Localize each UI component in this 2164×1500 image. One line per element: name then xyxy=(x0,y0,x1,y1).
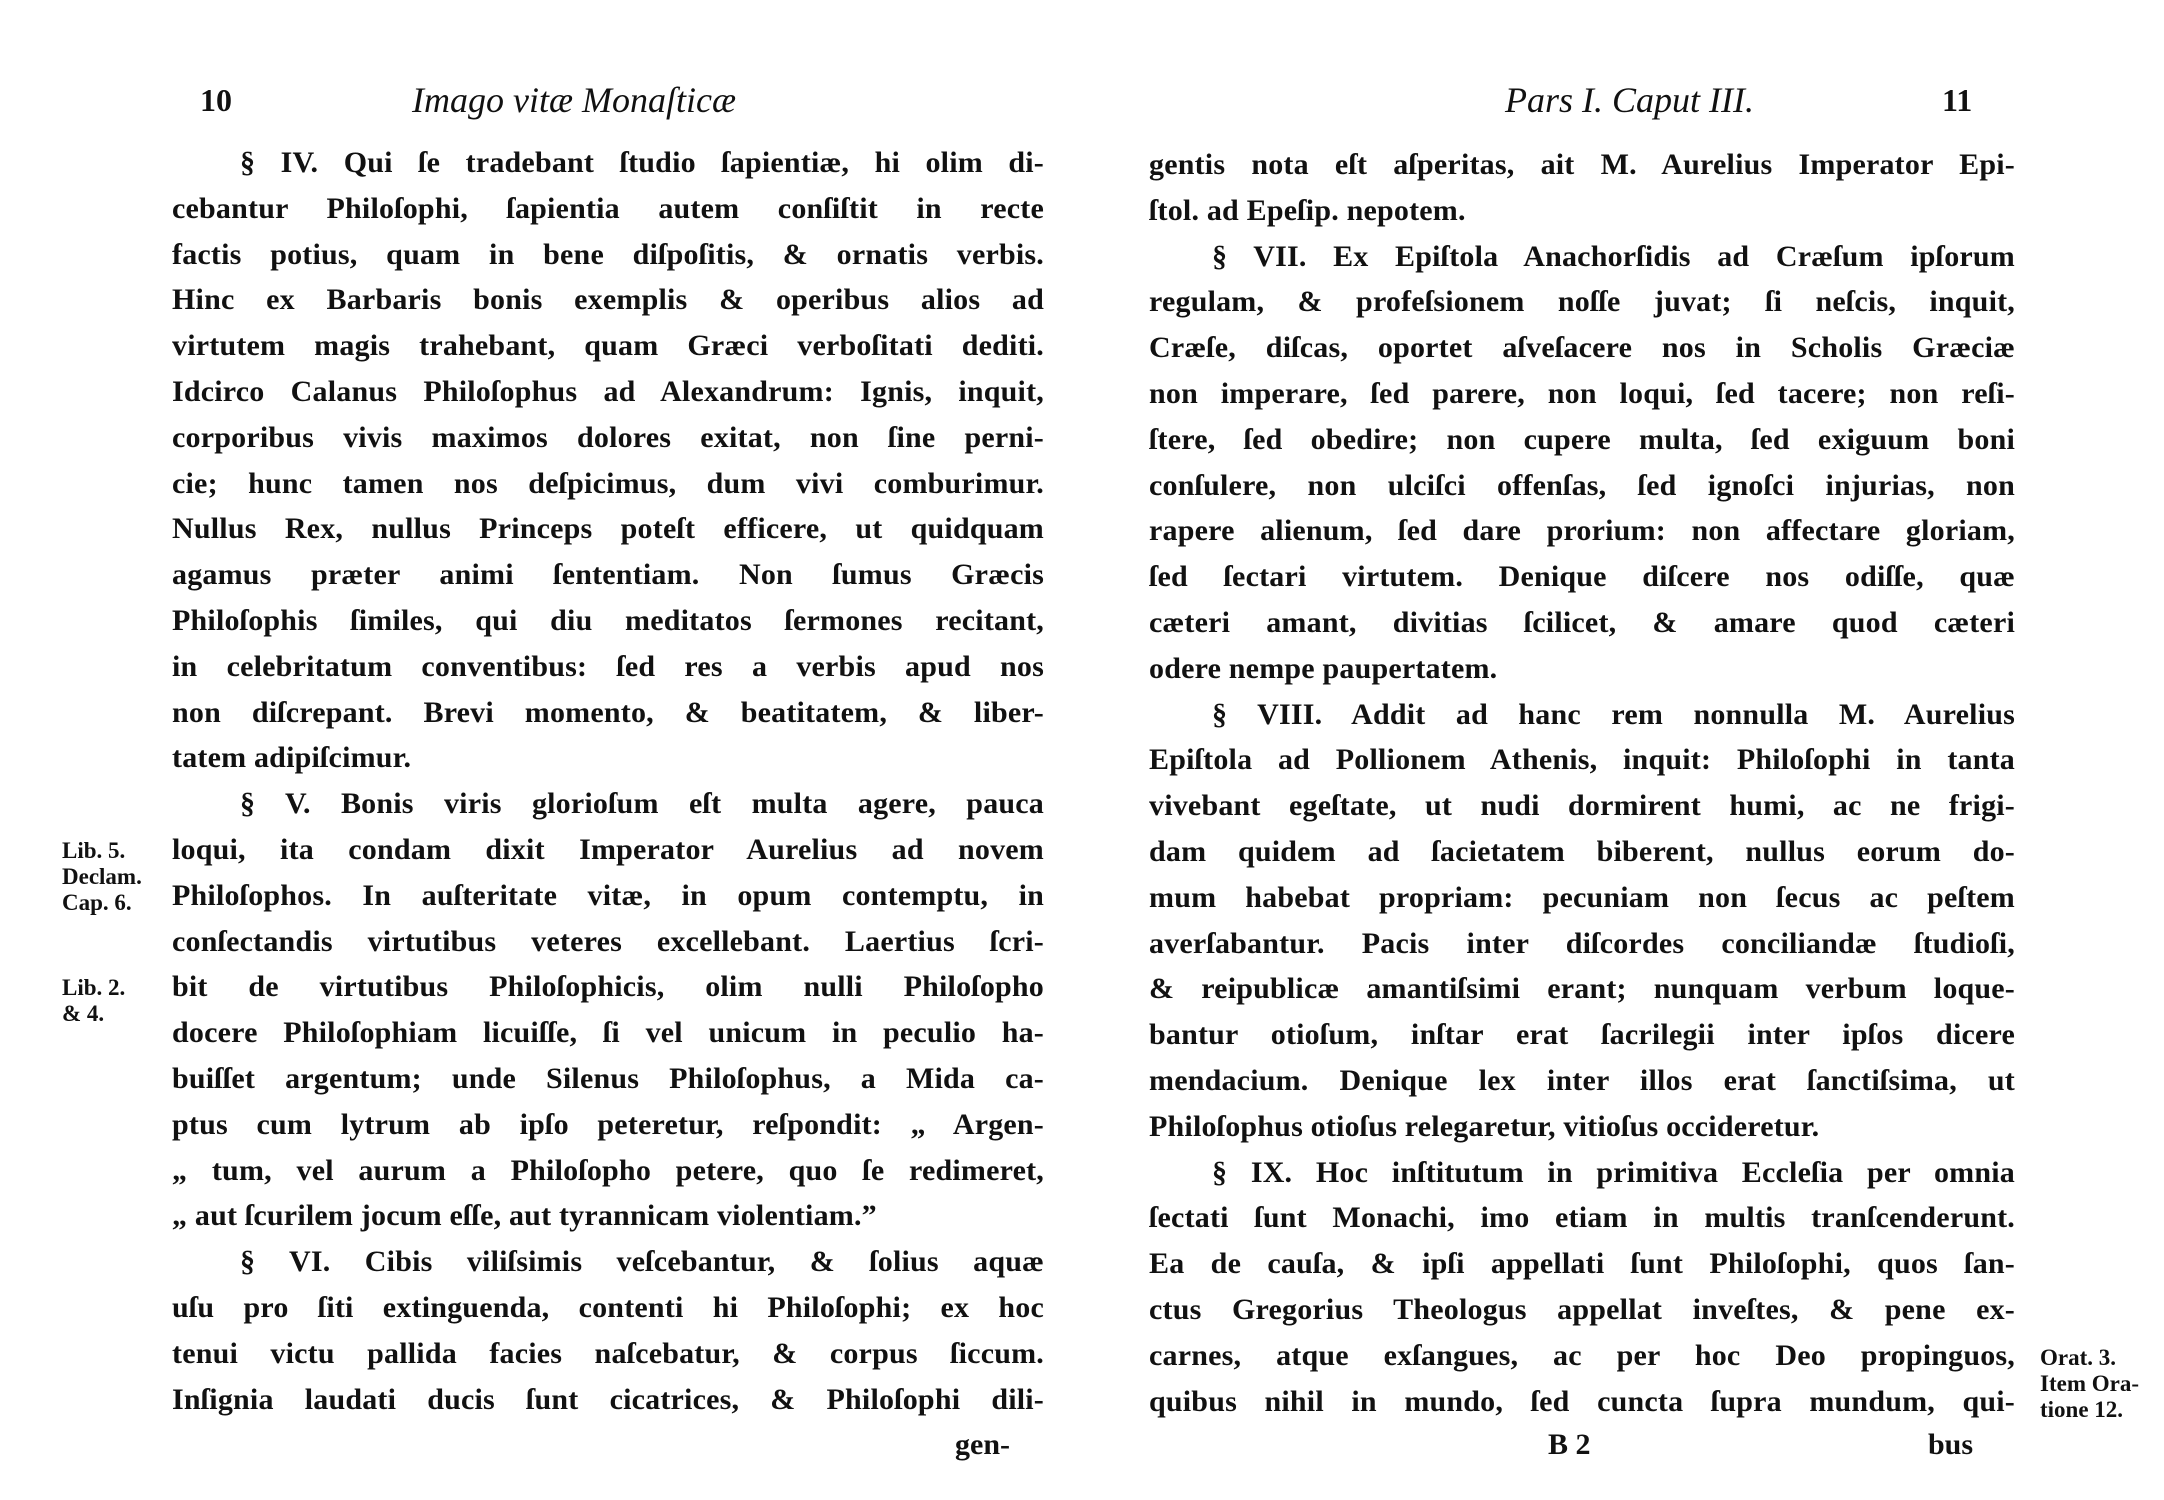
text-line: dam quidem ad ſacietatem biberent, nullus eorum do- xyxy=(1149,835,2015,868)
text-line: non imperare, ſed parere, non loqui, ſed tacere; non reſi- xyxy=(1149,377,2015,410)
margin-note-line: Lib. 5. xyxy=(62,838,126,863)
text-line: Inſignia laudati ducis ſunt cicatrices, & Philoſophi dili- xyxy=(172,1382,1044,1416)
text-line: mendacium. Denique lex inter illos erat ſanctiſsima, ut xyxy=(1149,1064,2015,1097)
text-line: § VI. Cibis viliſsimis veſcebantur, & ſolius aquæ xyxy=(240,1245,1044,1279)
margin-note-line: Cap. 6. xyxy=(62,890,132,915)
margin-note-line: Orat. 3. xyxy=(2040,1345,2117,1370)
text-line: regulam, & profeſsionem noſſe juvat; ſi neſcis, inquit, xyxy=(1149,285,2015,319)
margin-note-line: Declam. xyxy=(62,864,142,889)
text-line: in celebritatum conventibus: ſed res a verbis apud nos xyxy=(172,649,1044,683)
text-line: Epiſtola ad Pollionem Athenis, inquit: Philoſophi in tanta xyxy=(1149,743,2015,777)
margin-note-lib2 xyxy=(62,975,125,1027)
text-line: ctus Gregorius Theologus appellat inveſtes, & pene ex- xyxy=(1149,1293,2015,1326)
text-line: tenui victu pallida facies naſcebatur, & corpus ſiccum. xyxy=(172,1336,1044,1370)
text-line: mum habebat propriam: pecuniam non ſecus ac peſtem xyxy=(1149,880,2015,914)
text-line: bit de virtutibus Philoſophicis, olim nulli Philoſopho xyxy=(172,970,1044,1004)
margin-note-line: Lib. 2. xyxy=(62,975,126,1000)
catchword-left: gen- xyxy=(955,1428,1010,1461)
text-line: uſu pro ſiti extinguenda, contenti hi Philoſophi; ex hoc xyxy=(172,1291,1044,1324)
text-line: & reipublicæ amantiſsimi erant; nunquam verbum loque- xyxy=(1149,972,2015,1006)
page-number-right: 11 xyxy=(1942,82,1973,118)
text-line: Cræſe, diſcas, oportet aſveſacere nos in Scholis Græciæ xyxy=(1149,331,2015,365)
text-line: carnes, atque exſangues, ac per hoc Deo propinguos, xyxy=(1149,1338,2015,1372)
text-line: Philoſophos. In auſteritate vitæ, in opum contemptu, in xyxy=(172,878,1044,912)
text-line: factis potius, quam in bene diſpoſitis, & ornatis verbis. xyxy=(172,237,1044,271)
text-line: quibus nihil in mundo, ſed cuncta ſupra mundum, qui- xyxy=(1149,1384,2015,1418)
text-line: § IV. Qui ſe tradebant ſtudio ſapientiæ, hi olim di- xyxy=(240,146,1044,179)
text-line: Philoſophus otioſus relegaretur, vitioſus occideretur. xyxy=(1149,1109,1820,1143)
text-line: ſtere, ſed obedire; non cupere multa, ſed exiguum boni xyxy=(1149,422,2015,456)
text-line: corporibus vivis maximos dolores exitat, non ſine perni- xyxy=(172,420,1044,454)
margin-note-line: Item Ora- xyxy=(2040,1371,2139,1396)
text-line: § VIII. Addit ad hanc rem nonnulla M. Aurelius xyxy=(1212,697,2015,731)
text-line: „ tum, vel aurum a Philoſopho petere, quo ſe redimeret, xyxy=(172,1153,1044,1187)
text-line: tatem adipiſcimur. xyxy=(172,741,412,775)
text-line: cie; hunc tamen nos deſpicimus, dum vivi comburimur. xyxy=(172,466,1044,500)
signature-mark: B 2 xyxy=(1548,1428,1591,1461)
text-line: § IX. Hoc inſtitutum in primitiva Eccleſia per omnia xyxy=(1212,1155,2015,1189)
text-line: odere nempe paupertatem. xyxy=(1149,651,1498,685)
text-line: Nullus Rex, nullus Princeps poteſt efficere, ut quidquam xyxy=(172,512,1044,546)
text-line: ſed ſectari virtutem. Denique diſcere nos odiſſe, quæ xyxy=(1149,560,2015,594)
margin-note-lib5 xyxy=(62,838,142,916)
text-line: Hinc ex Barbaris bonis exemplis & operibus alios ad xyxy=(172,283,1044,317)
text-line: virtutem magis trahebant, quam Græci verboſitati dediti. xyxy=(172,329,1044,363)
margin-note-line: & 4. xyxy=(62,1001,105,1026)
text-line: vivebant egeſtate, ut nudi dormirent humi, ac ne frigi- xyxy=(1149,789,2015,823)
text-line: ptus cum lytrum ab ipſo peteretur, reſpondit: „ Argen- xyxy=(172,1107,1044,1141)
text-line: conſectandis virtutibus veteres excellebant. Laertius ſcri- xyxy=(172,924,1044,958)
text-line: buiſſet argentum; unde Silenus Philoſophus, a Mida ca- xyxy=(172,1062,1044,1095)
text-line: averſabantur. Pacis inter diſcordes conciliandæ ſtudioſi, xyxy=(1149,926,2015,960)
text-line: loqui, ita condam dixit Imperator Aurelius ad novem xyxy=(172,833,1044,866)
text-line: gentis nota eſt aſperitas, ait M. Aurelius Imperator Epi- xyxy=(1149,148,2015,181)
text-line: agamus præter animi ſententiam. Non ſumus Græcis xyxy=(172,558,1044,592)
text-line: § V. Bonis viris glorioſum eſt multa agere, pauca xyxy=(240,787,1044,821)
text-line: conſulere, non ulciſci offenſas, ſed ignoſci injurias, non xyxy=(1149,468,2015,502)
text-line: ſectati ſunt Monachi, imo etiam in multis tranſcenderunt. xyxy=(1149,1201,2015,1235)
text-line: Ea de cauſa, & ipſi appellati ſunt Philoſophi, quos ſan- xyxy=(1149,1247,2015,1281)
text-line: bantur otioſum, inſtar erat ſacrilegii inter ipſos dicere xyxy=(1149,1018,2015,1052)
running-title-left: Imago vitæ Monaſticæ xyxy=(412,80,736,120)
text-line: „ aut ſcurilem jocum eſſe, aut tyrannicam violentiam.” xyxy=(172,1199,877,1233)
text-line: Idcirco Calanus Philoſophus ad Alexandrum: Ignis, inquit, xyxy=(172,375,1044,408)
text-line: cebantur Philoſophi, ſapientia autem conſiſtit in recte xyxy=(172,191,1044,225)
text-line: rapere alienum, ſed dare prorium: non affectare gloriam, xyxy=(1149,514,2015,548)
text-line: ſtol. ad Epeſip. nepotem. xyxy=(1149,193,1466,227)
text-line: non diſcrepant. Brevi momento, & beatitatem, & liber- xyxy=(172,695,1044,729)
running-title-right: Pars I. Caput III. xyxy=(1505,80,1754,120)
catchword-right: bus xyxy=(1928,1428,1974,1461)
margin-note-line: tione 12. xyxy=(2040,1397,2124,1422)
margin-note-orat xyxy=(2040,1345,2139,1423)
text-line: cæteri amant, divitias ſcilicet, & amare quod cæteri xyxy=(1149,606,2015,639)
text-line: § VII. Ex Epiſtola Anachorſidis ad Cræſum ipſorum xyxy=(1212,239,2015,273)
page-number-left: 10 xyxy=(200,82,232,118)
text-line: docere Philoſophiam licuiſſe, ſi vel unicum in peculio ha- xyxy=(172,1016,1044,1050)
text-line: Philoſophis ſimiles, qui diu meditatos ſermones recitant, xyxy=(172,604,1044,637)
